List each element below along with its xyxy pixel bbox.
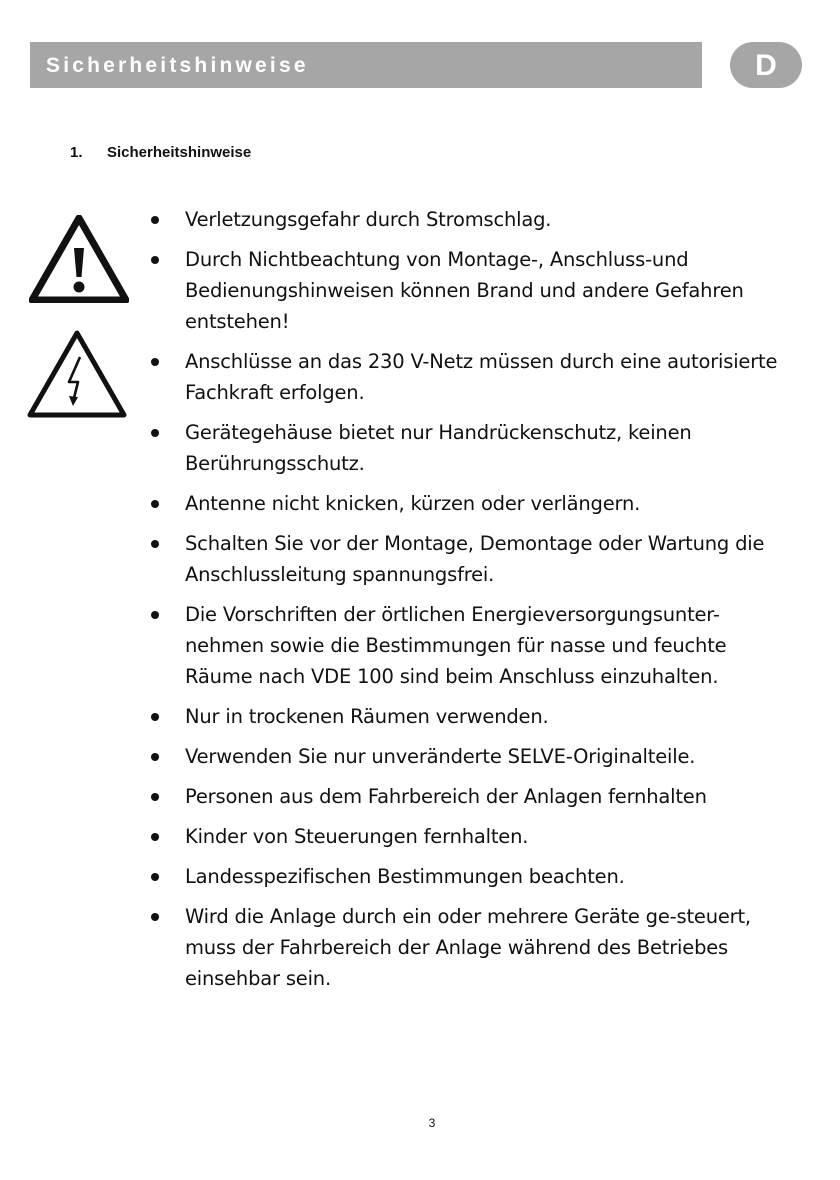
list-item: Anschlüsse an das 230 V-Netz müssen durch eine autorisierte Fachkraft erfolgen. [148,346,798,408]
section-header-bar [30,42,702,88]
safety-instructions-list [148,204,798,1003]
general-warning-icon [29,215,129,303]
list-item: Antenne nicht knicken, kürzen oder verlängern. [148,488,798,519]
list-item: Verletzungsgefahr durch Stromschlag. [148,204,798,235]
header-title: Sicherheitshinweise [46,54,309,77]
list-item: Die Vorschriften der örtlichen Energieversorgungsunter-nehmen sowie die Bestimmungen für nasse und feuchte Räume nach VDE 100 sind beim Anschluss einzuhalten. [148,599,798,692]
language-badge: D [730,42,802,88]
list-item: Durch Nichtbeachtung von Montage-, Anschluss-und Bedienungshinweisen können Brand und andere Gefahren entstehen! [148,244,798,337]
electrical-hazard-icon [27,330,127,418]
list-item: Nur in trockenen Räumen verwenden. [148,701,798,732]
list-item: Verwenden Sie nur unveränderte SELVE-Originalteile. [148,741,798,772]
list-item: Schalten Sie vor der Montage, Demontage oder Wartung die Anschlussleitung spannungsfrei. [148,528,798,590]
section-number: 1. [70,144,83,161]
page-number: 3 [428,1116,436,1130]
list-item: Personen aus dem Fahrbereich der Anlagen fernhalten [148,781,798,812]
section-title: Sicherheitshinweise [107,144,252,161]
section-heading [70,144,251,161]
list-item: Landesspezifischen Bestimmungen beachten. [148,861,798,892]
list-item: Kinder von Steuerungen fernhalten. [148,821,798,852]
list-item: Wird die Anlage durch ein oder mehrere Geräte ge-steuert, muss der Fahrbereich der Anlage während des Betriebes einsehbar sein. [148,901,798,994]
list-item: Gerätegehäuse bietet nur Handrückenschutz, keinen Berührungsschutz. [148,417,798,479]
